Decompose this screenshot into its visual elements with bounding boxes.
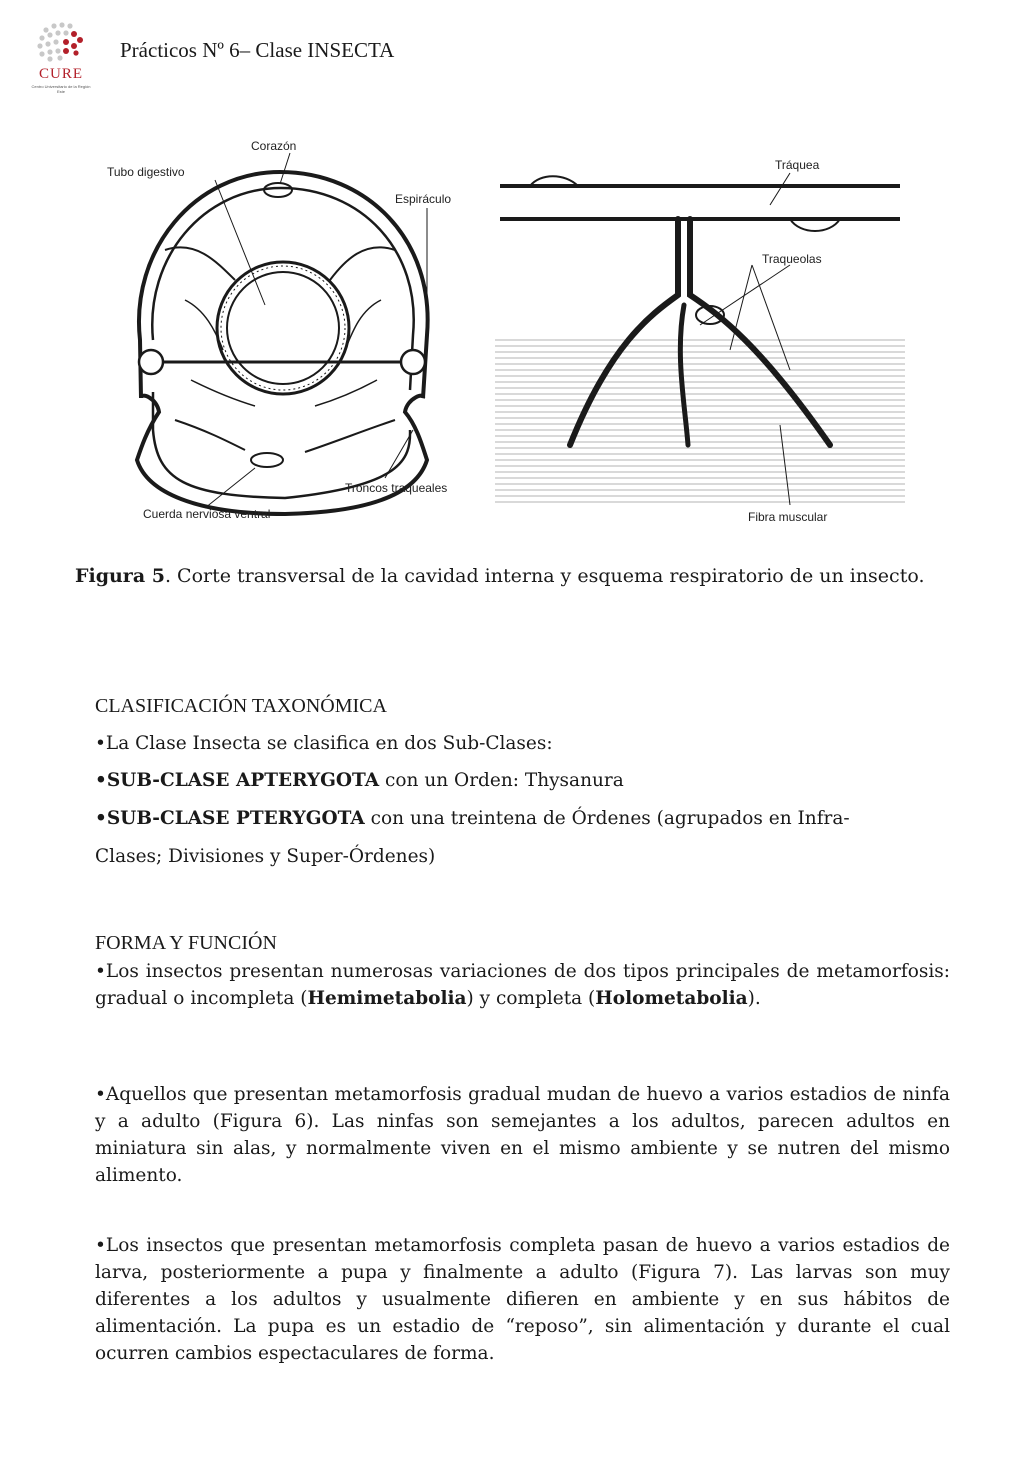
clasificacion-line-4: Clases; Divisiones y Super-Órdenes) xyxy=(95,846,436,867)
label-troncos-traqueales: Troncos traqueales xyxy=(345,481,448,495)
apterygota-text: con un Orden: Thysanura xyxy=(379,770,624,791)
pterygota-label: •SUB-CLASE PTERYGOTA xyxy=(95,808,365,829)
caption-text: . Corte transversal de la cavidad interna y esquema respiratorio de un insecto. xyxy=(164,565,925,587)
cross-section-diagram xyxy=(105,130,465,530)
logo-subtext: Centro Universitario de la Región Este xyxy=(31,84,91,94)
holometabolia-term: Holometabolia xyxy=(595,988,748,1009)
clasificacion-heading: CLASIFICACIÓN TAXONÓMICA xyxy=(95,695,387,717)
respiratory-scheme-diagram xyxy=(490,145,915,535)
label-traquea: Tráquea xyxy=(775,158,820,172)
apterygota-label: •SUB-CLASE APTERYGOTA xyxy=(95,770,380,791)
clasificacion-line-2 xyxy=(95,767,624,794)
label-cuerda-nerviosa: Cuerda nerviosa ventral xyxy=(143,507,271,521)
label-corazon: Corazón xyxy=(251,139,297,153)
label-traqueolas: Traqueolas xyxy=(762,252,822,266)
pterygota-text: con una treintena de Órdenes (agrupados en Infra- xyxy=(364,808,850,829)
muscle-fiber xyxy=(495,335,905,505)
page-title: Prácticos Nº 6– Clase INSECTA xyxy=(120,38,395,62)
forma-paragraph-2: •Aquellos que presentan metamorfosis gradual mudan de huevo a varios estadios de ninfa y a adulto (Figura 6). Las ninfas son semejantes a los adultos, parecen adultos en miniatura sin alas, y normalmente viven en el mismo ambiente y se nutren del mismo alimento. xyxy=(95,1084,950,1186)
label-tubo-digestivo: Tubo digestivo xyxy=(107,165,185,179)
clasificacion-line-3 xyxy=(95,805,850,832)
figure-caption xyxy=(75,565,975,587)
hemimetabolia-term: Hemimetabolia xyxy=(307,988,467,1009)
logo-dots-icon xyxy=(36,22,86,62)
forma-paragraph-3: •Los insectos que presentan metamorfosis completa pasan de huevo a varios estadios de larva, posteriormente a pupa y finalmente a adulto (Figura 7). Las larvas son muy diferentes a los adultos y usualmente difieren en ambiente y en sus hábitos de alimentación. La pupa es un estadio de “reposo”, sin alimentación y durante el cual ocurren cambios espectaculares de forma. xyxy=(95,1235,950,1364)
logo-name: CURE xyxy=(38,66,83,82)
cure-logo xyxy=(30,22,92,94)
clasificacion-line-1: •La Clase Insecta se clasifica en dos Sub-Clases: xyxy=(95,733,553,754)
caption-label: Figura 5 xyxy=(75,565,165,587)
label-fibra-muscular: Fibra muscular xyxy=(748,510,828,524)
forma-paragraph-1: •Los insectos presentan numerosas variaciones de dos tipos principales de metamorfosis: gradual o incompleta (Hemimetabolia) y completa (Holometabolia). xyxy=(95,961,950,1009)
forma-heading: FORMA Y FUNCIÓN xyxy=(95,932,277,954)
label-espiraculo: Espiráculo xyxy=(395,192,452,206)
